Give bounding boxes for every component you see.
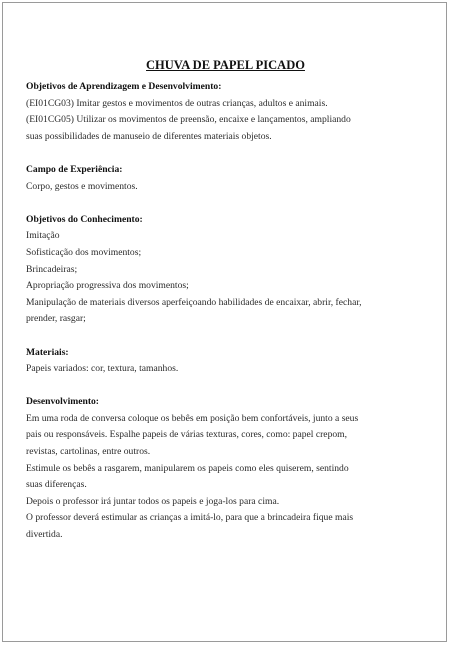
section-line: Manipulação de materiais diversos aperfeiçoando habilidades de encaixar, abrir, fechar, (26, 296, 362, 308)
section-line: Apropriação progressiva dos movimentos; (26, 280, 189, 292)
title-container (0, 58, 451, 76)
spacer (26, 195, 426, 212)
document-body (26, 79, 426, 544)
section-heading: Objetivos do Conhecimento: (26, 213, 143, 225)
section-campo-experiencia (26, 162, 426, 195)
section-desenvolvimento (26, 394, 426, 543)
section-materiais (26, 345, 426, 378)
section-line: Papeis variados: cor, textura, tamanhos. (26, 363, 179, 375)
section-line: (EI01CG05) Utilizar os movimentos de preensão, encaixe e lançamentos, ampliando (26, 114, 351, 126)
section-objetivos-aprendizagem (26, 79, 426, 145)
section-line: (EI01CG03) Imitar gestos e movimentos de outras crianças, adultos e animais. (26, 97, 328, 109)
section-line: suas diferenças. (26, 479, 87, 491)
section-heading: Desenvolvimento: (26, 396, 100, 408)
section-line: Brincadeiras; (26, 263, 78, 275)
section-line: Imitação (26, 230, 60, 242)
section-line: suas possibilidades de manuseio de diferentes materiais objetos. (26, 130, 272, 142)
section-heading: Objetivos de Aprendizagem e Desenvolvimento: (26, 81, 222, 92)
section-line: Sofisticação dos movimentos; (26, 246, 142, 258)
section-line: O professor deverá estimular as crianças a imitá-lo, para que a brincadeira fique mais (26, 512, 354, 524)
section-heading: Materiais: (26, 346, 69, 358)
section-line: Depois o professor irá juntar todos os papeis e joga-los para cima. (26, 495, 280, 507)
section-line: prender, rasgar; (26, 313, 86, 325)
section-objetivos-conhecimento (26, 212, 426, 328)
section-line: divertida. (26, 529, 63, 541)
section-line: Estimule os bebês a rasgarem, manipularem os papeis como eles quiserem, sentindo (26, 462, 349, 474)
section-line: pais ou responsáveis. Espalhe papeis de várias texturas, cores, como: papel crepom, (26, 429, 348, 441)
spacer (26, 378, 426, 395)
section-line: revistas, cartolinas, entre outros. (26, 446, 151, 458)
section-line: Corpo, gestos e movimentos. (26, 180, 138, 192)
spacer (26, 145, 426, 162)
section-line: Em uma roda de conversa coloque os bebês em posição bem confortáveis, junto a seus (26, 412, 359, 424)
document-title: CHUVA DE PAPEL PICADO (146, 58, 305, 72)
section-heading: Campo de Experiência: (26, 163, 123, 175)
spacer (26, 328, 426, 345)
